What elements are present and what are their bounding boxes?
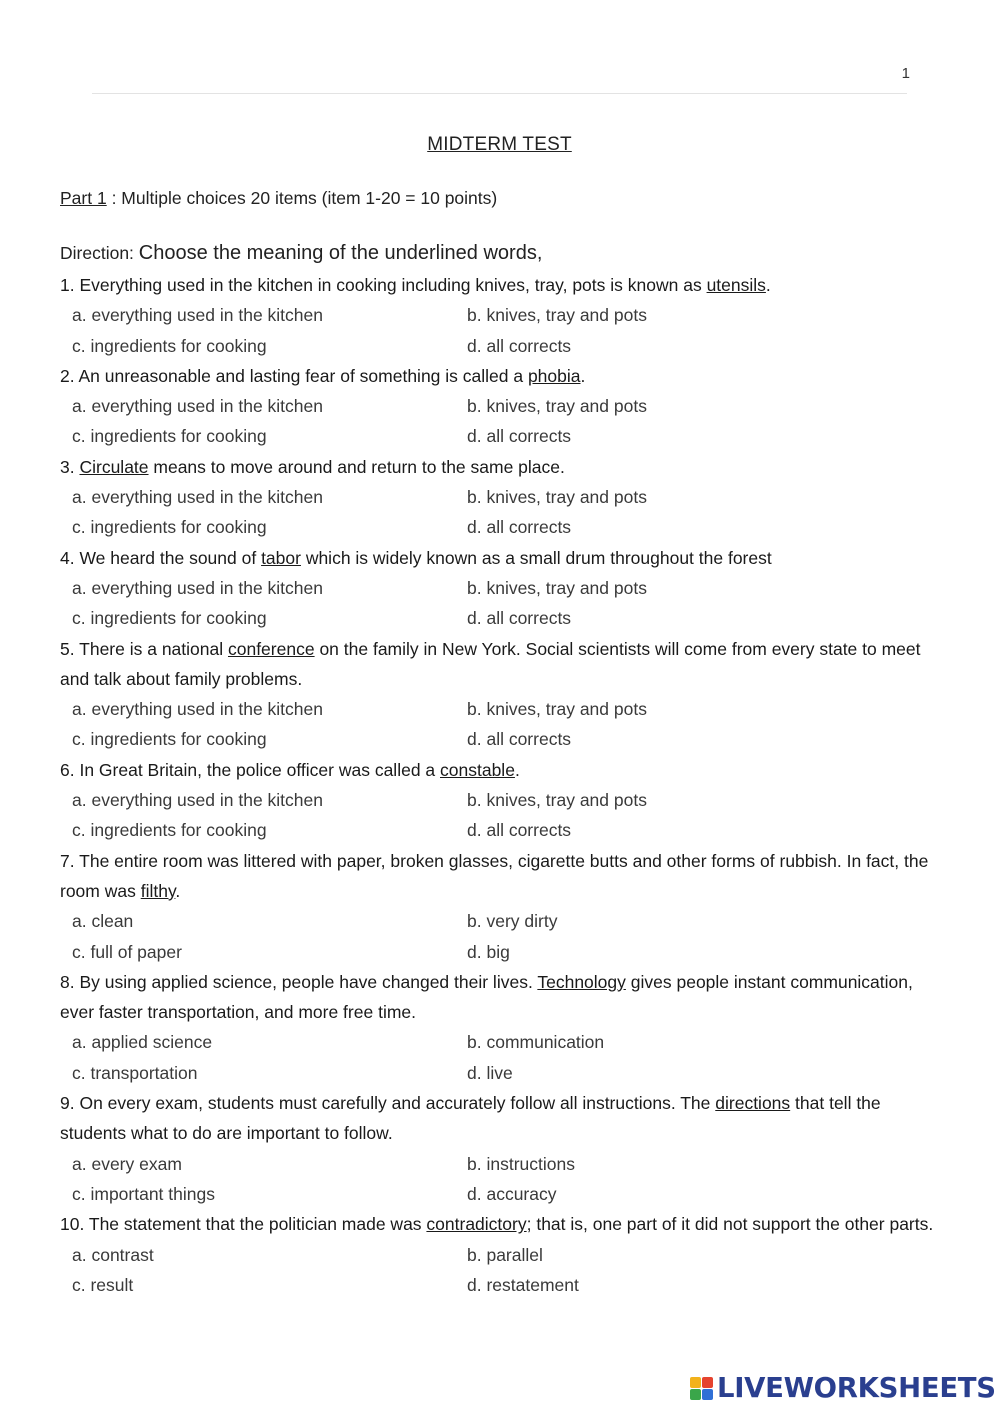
stem-text: . (514, 759, 520, 780)
answer-option[interactable]: b. very dirty (467, 911, 558, 932)
answer-option[interactable]: d. all corrects (467, 335, 572, 356)
answer-option[interactable]: d. all corrects (467, 729, 572, 750)
answer-option[interactable]: d. all corrects (467, 820, 572, 841)
underlined-word: filthy (140, 880, 176, 901)
page-title: MIDTERM TEST (427, 134, 572, 155)
stem-text: . (765, 275, 771, 295)
question-item (60, 1088, 940, 1209)
answer-option[interactable]: d. restatement (467, 1274, 579, 1295)
part-heading (60, 188, 497, 209)
answer-option[interactable]: b. knives, tray and pots (467, 790, 647, 811)
header-divider (92, 93, 907, 94)
direction-label: Direction: (60, 243, 139, 263)
question-item (60, 846, 940, 967)
question-item (60, 543, 940, 634)
answer-option[interactable]: d. big (467, 941, 510, 962)
answer-option[interactable]: c. ingredients for cooking (72, 608, 267, 629)
answer-options (60, 785, 940, 846)
answer-options (60, 391, 940, 452)
answer-options (60, 906, 940, 967)
liveworksheets-logo-icon (690, 1377, 713, 1400)
answer-options (60, 300, 940, 361)
answer-option[interactable]: b. knives, tray and pots (467, 577, 647, 598)
stem-text: 1. Everything used in the kitchen in cooking including knives, tray, pots is known as (60, 275, 707, 295)
question-stem (60, 755, 940, 785)
underlined-word: utensils (706, 275, 766, 295)
stem-text: 6. In Great Britain, the police officer was called a (60, 759, 441, 780)
answer-option[interactable]: a. contrast (72, 1244, 154, 1265)
question-list (60, 270, 940, 1300)
underlined-word: constable (440, 759, 515, 780)
question-stem (60, 361, 940, 391)
stem-text: . (580, 365, 586, 386)
question-stem (60, 1088, 940, 1149)
question-item (60, 967, 940, 1088)
part-label: Part 1 (60, 188, 107, 208)
question-item (60, 452, 940, 543)
answer-options (60, 482, 940, 543)
stem-text: 4. We heard the sound of (60, 547, 262, 568)
answer-option[interactable]: a. every exam (72, 1153, 182, 1174)
question-item (60, 270, 940, 361)
answer-option[interactable]: a. everything used in the kitchen (72, 396, 323, 417)
underlined-word: conference (227, 638, 315, 659)
answer-option[interactable]: a. applied science (72, 1032, 213, 1053)
answer-option[interactable]: b. instructions (467, 1153, 575, 1174)
answer-options (60, 1149, 940, 1210)
stem-text: ; that is, one part of it did not support the other parts. (526, 1214, 934, 1235)
question-stem (60, 452, 940, 482)
logo-square-icon (690, 1377, 701, 1388)
answer-option[interactable]: c. ingredients for cooking (72, 517, 267, 538)
answer-option[interactable]: a. everything used in the kitchen (72, 305, 323, 326)
stem-text: 10. The statement that the politician made was (60, 1214, 427, 1235)
answer-option[interactable]: a. everything used in the kitchen (72, 577, 323, 598)
question-stem (60, 634, 940, 695)
answer-option[interactable]: b. parallel (467, 1244, 543, 1265)
page-number: 1 (901, 65, 910, 82)
question-stem (60, 270, 940, 300)
stem-text: 3. (60, 456, 80, 477)
logo-square-icon (702, 1389, 713, 1400)
answer-option[interactable]: a. clean (72, 911, 134, 932)
stem-text: 7. The entire room was littered with paper, broken glasses, cigarette butts and other forms of rubbish. In fact, the room was (60, 850, 929, 901)
underlined-word: phobia (527, 365, 581, 386)
underlined-word: directions (715, 1093, 791, 1114)
stem-text: gives people instant communication, ever faster transportation, and more free time. (60, 971, 913, 1023)
stem-text: 5. There is a national (60, 638, 228, 659)
answer-option[interactable]: a. everything used in the kitchen (72, 790, 323, 811)
answer-options (60, 573, 940, 634)
underlined-word: Technology (537, 971, 626, 992)
answer-option[interactable]: b. knives, tray and pots (467, 487, 647, 508)
answer-option[interactable]: d. live (467, 1062, 513, 1083)
answer-option[interactable]: c. ingredients for cooking (72, 335, 267, 356)
question-stem (60, 1209, 940, 1239)
answer-option[interactable]: c. important things (72, 1183, 215, 1204)
question-stem (60, 543, 940, 573)
liveworksheets-brand (690, 1370, 996, 1406)
stem-text: 9. On every exam, students must carefully and accurately follow all instructions. The (60, 1093, 716, 1114)
question-stem (60, 846, 940, 907)
answer-option[interactable]: d. all corrects (467, 608, 572, 629)
answer-options (60, 1027, 940, 1088)
answer-option[interactable]: c. ingredients for cooking (72, 426, 267, 447)
answer-options (60, 1240, 940, 1301)
answer-option[interactable]: d. all corrects (467, 426, 572, 447)
answer-option[interactable]: d. all corrects (467, 517, 572, 538)
stem-text: 2. An unreasonable and lasting fear of something is called a (60, 365, 528, 386)
stem-text: which is widely known as a small drum throughout the forest (300, 547, 772, 568)
answer-option[interactable]: c. result (72, 1274, 134, 1295)
stem-text: on the family in New York. Social scientists will come from every state to meet and talk about family problems. (60, 638, 921, 689)
stem-text: means to move around and return to the same place. (148, 456, 565, 477)
question-item (60, 755, 940, 846)
question-item (60, 634, 940, 755)
answer-option[interactable]: c. ingredients for cooking (72, 729, 267, 750)
answer-option[interactable]: b. communication (467, 1032, 605, 1053)
stem-text: . (175, 880, 181, 901)
answer-option[interactable]: c. ingredients for cooking (72, 820, 267, 841)
direction-line (60, 242, 542, 265)
underlined-word: contradictory (426, 1214, 527, 1235)
part-description: : Multiple choices 20 items (item 1-20 = 10 points) (106, 188, 498, 208)
answer-option[interactable]: c. full of paper (72, 941, 182, 962)
answer-option[interactable]: b. knives, tray and pots (467, 305, 647, 326)
logo-square-icon (690, 1389, 701, 1400)
answer-option[interactable]: b. knives, tray and pots (467, 396, 647, 417)
answer-options (60, 694, 940, 755)
question-stem (60, 967, 940, 1028)
question-item (60, 361, 940, 452)
direction-text: Choose the meaning of the underlined words, (138, 242, 543, 264)
answer-option[interactable]: c. transportation (72, 1062, 198, 1083)
underlined-word: tabor (261, 547, 301, 568)
question-item (60, 1209, 940, 1300)
brand-wordmark: LIVEWORKSHEETS (717, 1372, 996, 1404)
stem-text: that tell the students what to do are important to follow. (60, 1093, 881, 1144)
stem-text: 8. By using applied science, people have changed their lives. (60, 971, 538, 992)
logo-square-icon (702, 1377, 713, 1388)
underlined-word: Circulate (79, 456, 149, 477)
answer-option[interactable]: d. accuracy (467, 1183, 557, 1204)
answer-option[interactable]: a. everything used in the kitchen (72, 487, 323, 508)
answer-option[interactable]: a. everything used in the kitchen (72, 699, 323, 720)
answer-option[interactable]: b. knives, tray and pots (467, 699, 647, 720)
